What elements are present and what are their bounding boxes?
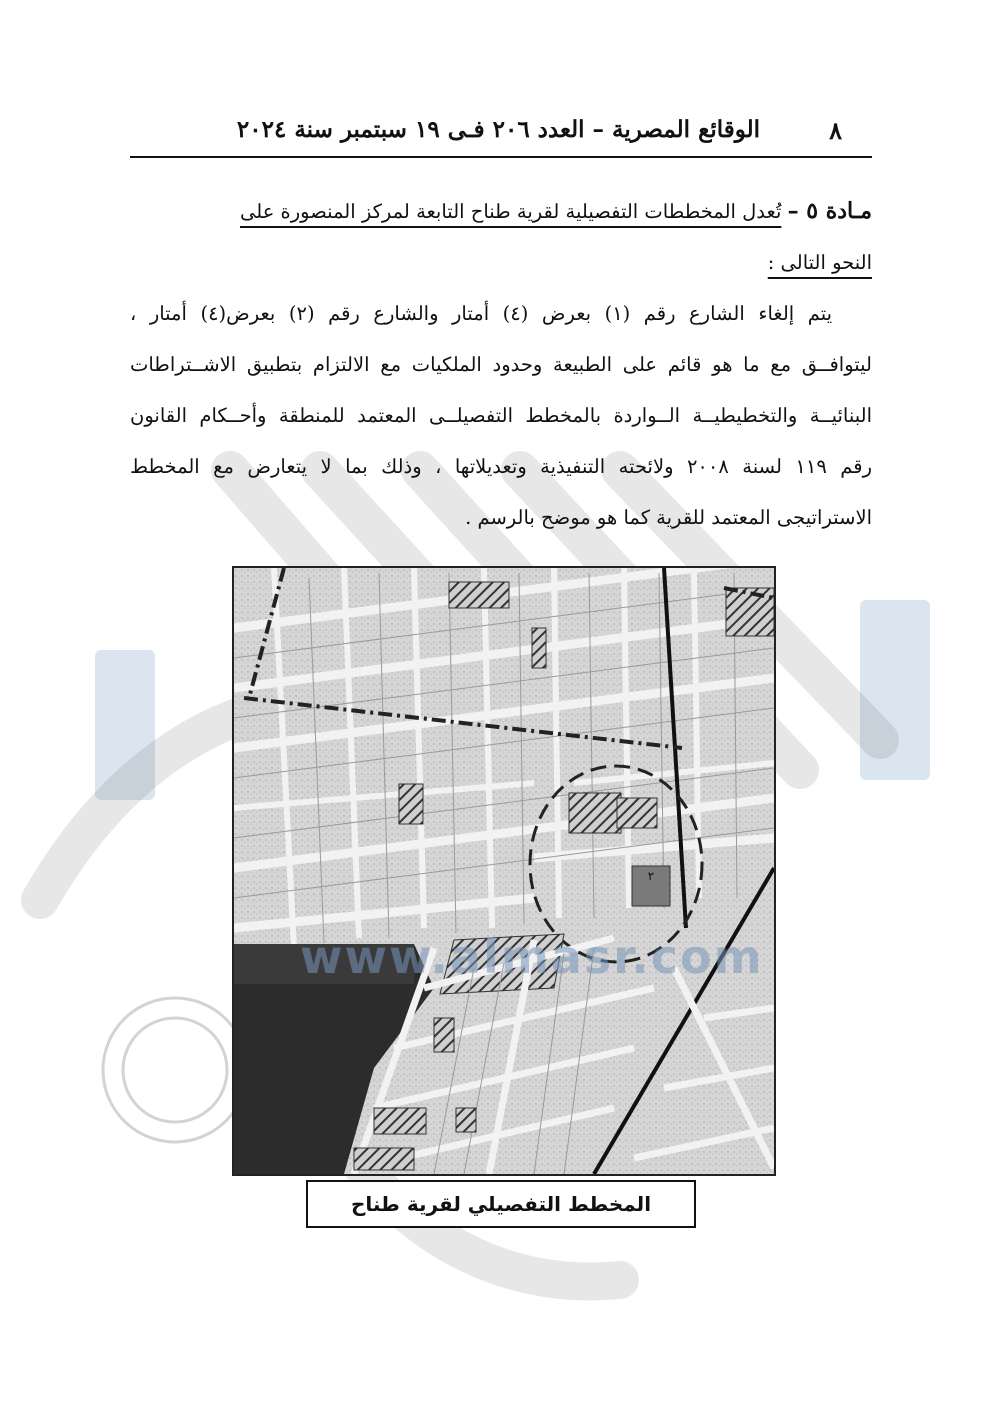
watermark-url: www.almasr.com (300, 930, 764, 984)
paragraph-line: الاستراتيجى المعتمد للقرية كما هو موضح بالرسم . (465, 506, 872, 529)
map-caption-box (306, 1180, 696, 1228)
detailed-plan-map (232, 566, 776, 1176)
running-head: الوقائع المصرية – العدد ٢٠٦ فـى ١٩ سبتمبر سنة ٢٠٢٤ (236, 116, 760, 143)
paragraph-line: رقم ١١٩ لسنة ٢٠٠٨ ولائحته التنفيذية وتعديلاتها ، وذلك بما لا يتعارض مع المخطط (130, 455, 873, 478)
article-label: مـادة ٥ – (787, 198, 872, 224)
map-drawing (234, 568, 774, 1174)
paragraph-line: ليتوافــق مع ما هو قائم على الطبيعة وحدود الملكيات مع الالتزام بتطبيق الاشــتراطات (130, 353, 872, 376)
map-caption: المخطط التفصيلي لقرية طناح (350, 1192, 652, 1216)
paragraph-line: البنائيــة والتخطيطيــة الــواردة بالمخطط التفصيلــى المعتمد للمنطقة وأحــكام القانون (130, 404, 872, 427)
article-title-line2-wrap (130, 237, 872, 288)
page-header (130, 112, 872, 158)
article-heading (130, 186, 872, 237)
street-number-label: ٢ (647, 869, 655, 883)
paragraph-line: يتم إلغاء الشارع رقم (١) بعرض (٤) أمتار والشارع رقم (٢) بعرض(٤) أمتار ، (130, 302, 833, 325)
article-paragraph (130, 288, 872, 543)
page-number: ٨ (829, 116, 842, 145)
article-title-line2: النحو التالى : (767, 251, 872, 274)
article-5 (130, 186, 872, 543)
article-title-line1: تُعدل المخططات التفصيلية لقرية طناح التابعة لمركز المنصورة على (239, 200, 782, 223)
